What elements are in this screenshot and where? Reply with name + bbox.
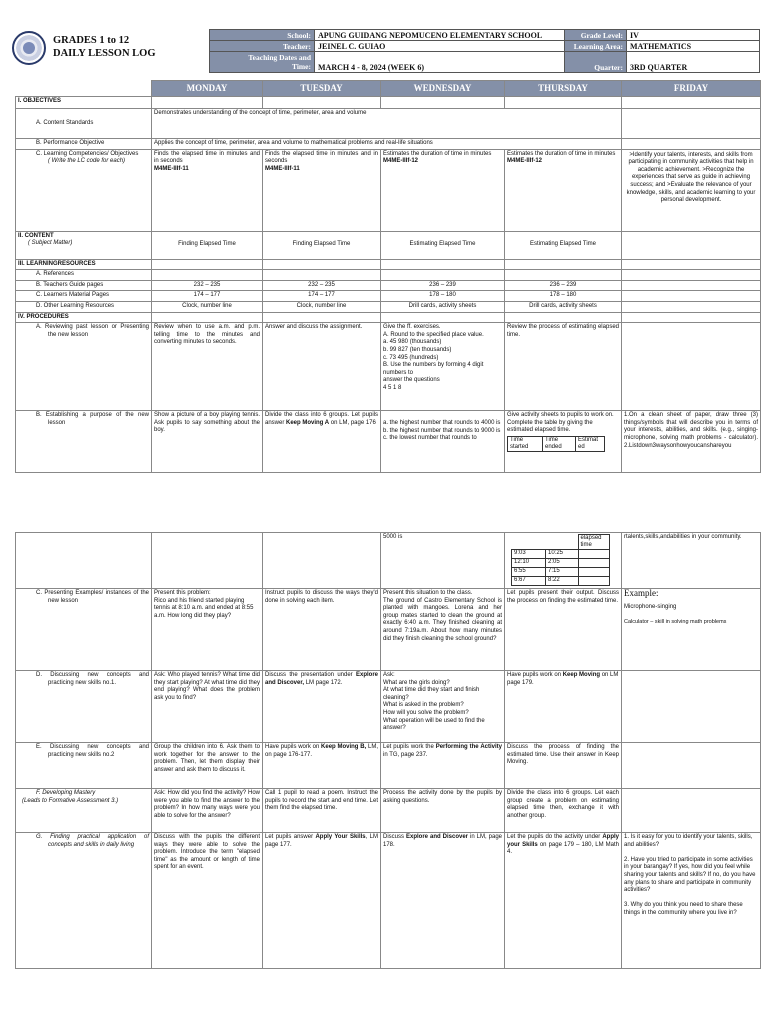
teacher-value: JEINEL C. GUIAO bbox=[315, 41, 565, 52]
procedure-c-friday: Example: Microphone-singing Calculator – skill in solving math problems bbox=[622, 589, 761, 671]
procedure-d-thursday: Have pupils work on Keep Moving on LM page 179. bbox=[505, 671, 622, 743]
other-wednesday: Drill cards, activity sheets bbox=[381, 301, 505, 312]
performance-label: B. Performance Objective bbox=[36, 140, 105, 146]
procedure-f-label-cell: F. Developing Mastery (Leads to Formative Assessment 3.) bbox=[16, 789, 152, 833]
elapsed-time-table: elapsed time 9:03 10:25 12:10 2:05 6:55 7:15 6:67 8:22 bbox=[511, 534, 610, 586]
procedure-g-monday: Discuss with the pupils the different ways they were able to solve the problem. Introduce the term "elapsed time" as the amount or length of time spent for an event. bbox=[152, 833, 263, 969]
page-1 bbox=[0, 0, 768, 500]
procedure-g-tuesday: Let pupils answer Apply Your Skills, LM page 177. bbox=[263, 833, 381, 969]
procedure-e-tuesday: Have pupils work on Keep Moving B, LM, on page 176-177. bbox=[263, 743, 381, 789]
procedure-c-label: C. Presenting Examples/ instances of the new lesson bbox=[36, 590, 149, 604]
procedure-a-wednesday: Give the ff. exercises. A. Round to the specified place value. a. 45 980 (thousands) b. 99 827 (ten thousands) c. 73 495 (hundreds) B. Use the numbers by forming 4 digit numbers to answer the questions 4 5 1 8 bbox=[381, 323, 505, 411]
procedure-a-monday: Review when to use a.m. and p.m. telling time to the minutes and converting minutes to seconds. bbox=[152, 323, 263, 411]
tg-tuesday: 232 – 235 bbox=[263, 280, 381, 291]
procedure-e-label: E. Discussing new concepts and practicing new skills no.2 bbox=[36, 744, 149, 758]
continuation-thursday bbox=[505, 533, 622, 589]
procedure-e-monday: Group the children into 6. Ask them to work together for the answer to the problem. Then, let them display their answer and ask them to discuss it. bbox=[152, 743, 263, 789]
procedure-c-wednesday: Present this situation to the class. The ground of Castro Elementary School is planted with mangoes. Lorena and her group mates started to clean the ground at exactly 6:40 a.m. They finished cleaning at around 7:19a.m. About how many minutes did they finish cleaning the school ground? bbox=[381, 589, 505, 671]
procedures-label: IV. PROCEDURES bbox=[16, 312, 152, 323]
objectives-label: I. OBJECTIVES bbox=[16, 97, 152, 109]
procedure-e-wednesday: Let pupils work the Performing the Activity in TG, page 237. bbox=[381, 743, 505, 789]
topic-tuesday: Finding Elapsed Time bbox=[263, 231, 381, 259]
deped-seal-logo bbox=[12, 31, 46, 65]
procedure-b-friday: 1.On a clean sheet of paper, draw three (3) things/symbols that will describe you in terms of your interests, abilities, and skills. (e.g., singing- microphone, solving math problems - calculator). 2.Listdown3waysonhowyoucanshareyou bbox=[622, 411, 761, 473]
other-tuesday: Clock, number line bbox=[263, 301, 381, 312]
topic-wednesday: Estimating Elapsed Time bbox=[381, 231, 505, 259]
procedure-g-label: G. Finding practical application of concepts and skills in daily living bbox=[36, 834, 149, 848]
procedure-d-tuesday: Discuss the presentation under Explore and Discover, LM page 172. bbox=[263, 671, 381, 743]
procedure-f-wednesday: Process the activity done by the pupils by asking questions. bbox=[381, 789, 505, 833]
day-header-row bbox=[16, 81, 761, 97]
header-table bbox=[209, 29, 760, 73]
procedure-d-monday: Ask: Who played tennis? What time did they start playing? At what time did they end playing? What does the problem ask you to find? bbox=[152, 671, 263, 743]
procedure-b-tuesday: Divide the class into 6 groups. Let pupils answer Keep Moving A on LM, page 176 bbox=[263, 411, 381, 473]
other-resources-label: D. Other Learning Resources bbox=[36, 302, 115, 309]
content-standards: Demonstrates understanding of the concept of time, perimeter, area and volume bbox=[152, 109, 622, 139]
procedure-a-label: A. Reviewing past lesson or Presenting the new lesson bbox=[36, 324, 149, 338]
procedure-g-wednesday: Discuss Explore and Discover in LM, page 178. bbox=[381, 833, 505, 969]
procedure-g-friday: 1. Is it easy for you to identify your talents, skills, and abilities? 2. Have you tried to participate in some activities in your barangay? If yes, how did you feel while sharing your talents and skills? If no, do you have any plans to share and participate in community activities? 3. Why do you think you need to share these things in the community where you live in? bbox=[622, 833, 761, 969]
procedure-c-thursday: Let pupils present their output. Discuss the process on finding the estimated time. bbox=[505, 589, 622, 671]
lesson-table-page1 bbox=[15, 80, 761, 473]
title-line1: GRADES 1 to 12 bbox=[53, 35, 130, 46]
procedure-c-monday: Present this problem: Rico and his friend started playing tennis at 8:10 a.m. and ended at 8:55 a.m. How long did they play? bbox=[152, 589, 263, 671]
teacher-label: Teacher: bbox=[210, 41, 315, 52]
lm-tuesday: 174 – 177 bbox=[263, 291, 381, 302]
procedure-g-thursday: Let the pupils do the activity under Apply your Skills on page 179 – 180, LM Math 4. bbox=[505, 833, 622, 969]
competency-tuesday: Finds the elapsed time in minutes and in seconds M4ME-IIIf-11 bbox=[263, 149, 381, 231]
quarter-label: Quarter: bbox=[565, 52, 627, 73]
performance-objective: Applies the concept of time, perimeter, area and volume to mathematical problems and real-life situations bbox=[152, 139, 622, 150]
other-monday: Clock, number line bbox=[152, 301, 263, 312]
topic-monday: Finding Elapsed Time bbox=[152, 231, 263, 259]
grade-label: Grade Level: bbox=[565, 30, 627, 41]
day-monday: MONDAY bbox=[152, 81, 263, 97]
continuation-friday: rtalents,skills,andabilities in your community. bbox=[622, 533, 761, 589]
grade-value: IV bbox=[627, 30, 760, 41]
procedure-b-thursday: Give activity sheets to pupils to work on. Complete the table by giving the estimated elapsed time. Time started Time ended Estimat ed bbox=[505, 411, 622, 473]
continuation-wednesday: 5000 is bbox=[381, 533, 505, 589]
procedure-a-tuesday: Answer and discuss the assignment. bbox=[263, 323, 381, 411]
school-label: School: bbox=[210, 30, 315, 41]
competency-friday: >Identify your talents, interests, and skills from participating in community activities that help in academic achievement. >Recognize the experiences that serve as guide in achieving success; and >Evaluate the relevance of your knowledge, skills, and academic learning to your personal development. bbox=[622, 149, 761, 231]
competency-wednesday: Estimates the duration of time in minutes M4ME-IIIf-12 bbox=[381, 149, 505, 231]
competency-monday: Finds the elapsed time in minutes and in seconds M4ME-IIIf-11 bbox=[152, 149, 263, 231]
competency-thursday: Estimates the duration of time in minutes M4ME-IIIf-12 bbox=[505, 149, 622, 231]
lm-wednesday: 178 – 180 bbox=[381, 291, 505, 302]
dates-label: Teaching Dates and Time: bbox=[210, 52, 315, 73]
procedure-b-label: B. Establishing a purpose of the new lesson bbox=[36, 412, 149, 426]
tg-monday: 232 – 235 bbox=[152, 280, 263, 291]
area-label: Learning Area: bbox=[565, 41, 627, 52]
day-friday: FRIDAY bbox=[622, 81, 761, 97]
procedure-f-thursday: Divide the class into 6 groups. Let each group create a problem on estimating elapsed time then, exchange it with another group. bbox=[505, 789, 622, 833]
elapsed-time-table-header: Time started Time ended Estimat ed bbox=[507, 436, 605, 452]
tg-wednesday: 236 – 239 bbox=[381, 280, 505, 291]
content-label-cell: II. CONTENT ( Subject Matter) bbox=[16, 231, 152, 259]
title-line2: DAILY LESSON LOG bbox=[53, 48, 156, 59]
tg-label: B. Teachers Guide pages bbox=[36, 281, 104, 288]
quarter-value: 3RD QUARTER bbox=[627, 52, 760, 73]
area-value: MATHEMATICS bbox=[627, 41, 760, 52]
tg-thursday: 236 – 239 bbox=[505, 280, 622, 291]
resources-label: III. LEARNINGRESOURCES bbox=[16, 259, 152, 270]
lm-label: C. Learners Material Pages bbox=[36, 292, 110, 299]
procedure-b-wednesday: a. the highest number that rounds to 4000 is b. the highest number that rounds to 9000 is c. the lowest number that rounds to bbox=[381, 411, 505, 473]
school-value: APUNG GUIDANG NEPOMUCENO ELEMENTARY SCHOOL bbox=[315, 30, 565, 41]
day-thursday: THURSDAY bbox=[505, 81, 622, 97]
day-tuesday: TUESDAY bbox=[263, 81, 381, 97]
procedure-d-wednesday: Ask: What are the girls doing? At what time did they start and finish cleaning? What is asked in the problem? How will you solve the problem? What operation will be used to find the answer? bbox=[381, 671, 505, 743]
procedure-d-label: D. Discussing new concepts and practicing new skills no.1. bbox=[36, 672, 149, 686]
topic-thursday: Estimating Elapsed Time bbox=[505, 231, 622, 259]
procedure-b-monday: Show a picture of a boy playing tennis. Ask pupils to say something about the boy. bbox=[152, 411, 263, 473]
procedure-f-monday: Ask: How did you find the activity? How were you able to find the answer to the problem? In how many ways were you able to solve for the answer? bbox=[152, 789, 263, 833]
dates-value: MARCH 4 - 8, 2024 (WEEK 6) bbox=[315, 52, 565, 73]
procedure-c-tuesday: Instruct pupils to discuss the ways they'd done in solving each item. bbox=[263, 589, 381, 671]
content-standards-label: A. Content Standards bbox=[36, 119, 94, 126]
lm-thursday: 178 – 180 bbox=[505, 291, 622, 302]
references-label: A. References bbox=[36, 271, 75, 278]
page-2 bbox=[0, 532, 768, 1024]
procedure-a-thursday: Review the process of estimating elapsed time. bbox=[505, 323, 622, 411]
lesson-table-page2 bbox=[15, 532, 761, 969]
day-wednesday: WEDNESDAY bbox=[381, 81, 505, 97]
other-thursday: Drill cards, activity sheets bbox=[505, 301, 622, 312]
procedure-e-thursday: Discuss the process of finding the estimated time. Use their answer in Keep Moving. bbox=[505, 743, 622, 789]
lm-monday: 174 – 177 bbox=[152, 291, 263, 302]
procedure-f-tuesday: Call 1 pupil to read a poem. Instruct the pupils to record the start and end time. Let them find the elapsed time. bbox=[263, 789, 381, 833]
competency-label-cell: C. Learning Competencies/ Objectives ( Write the LC code for each) bbox=[16, 149, 152, 231]
